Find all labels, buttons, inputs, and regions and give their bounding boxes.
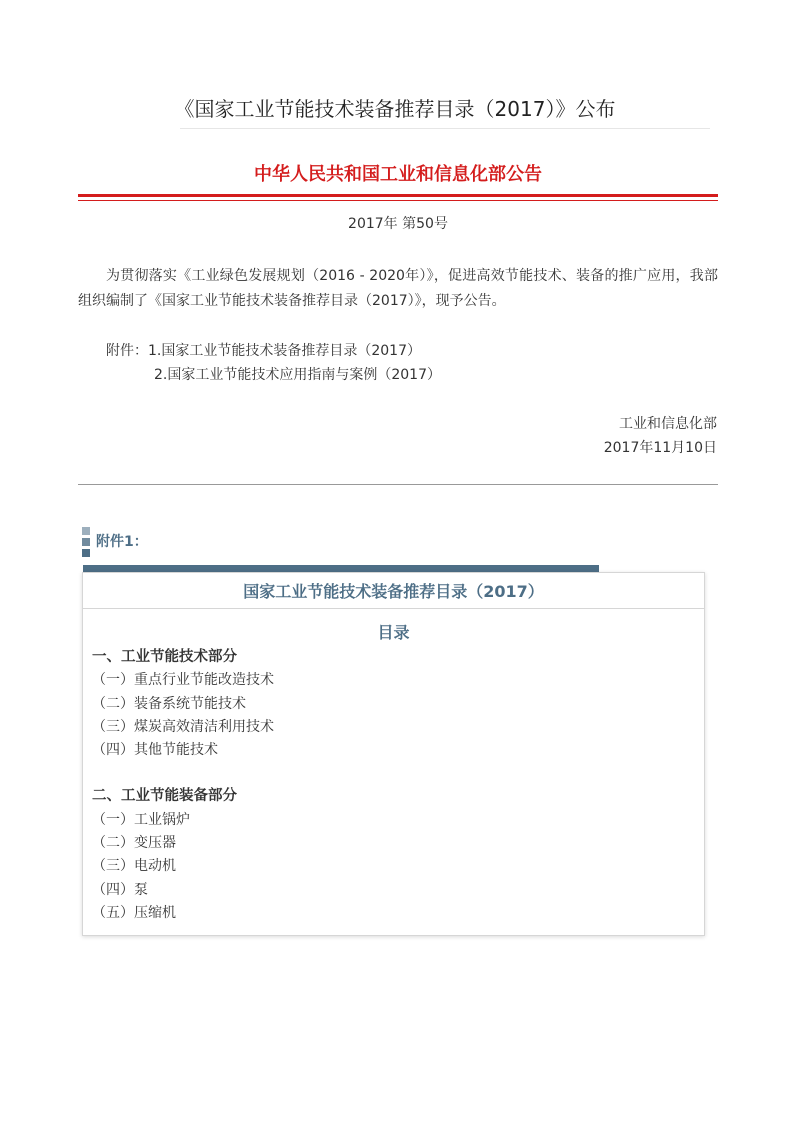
appendix-label: 附件1：: [96, 534, 148, 550]
toc-spacer: [92, 762, 692, 785]
toc-item[interactable]: （二）装备系统节能技术: [92, 695, 246, 712]
announcement-body: 为贯彻落实《工业绿色发展规划（2016 - 2020年）》，促进高效节能技术、装备的推广应用，我部组织编制了《国家工业节能技术装备推荐目录（2017）》，现予公告。: [78, 268, 718, 309]
toc-item[interactable]: （四）泵: [92, 881, 148, 898]
attachment-line-2: 2.国家工业节能技术应用指南与案例（2017）: [154, 367, 441, 383]
toc-section-heading: 二、工业节能装备部分: [92, 788, 237, 805]
signature-org: 工业和信息化部: [619, 416, 717, 432]
document-number: 2017年 第50号: [348, 216, 448, 232]
catalog-box: [82, 572, 705, 936]
toc-title: 目录: [377, 623, 410, 642]
appendix-header-bar: [83, 565, 599, 572]
toc-item[interactable]: （一）工业锅炉: [92, 811, 190, 828]
catalog-divider: [83, 608, 704, 609]
red-divider-thin: [78, 200, 718, 201]
toc-item[interactable]: （一）重点行业节能改造技术: [92, 672, 274, 689]
toc-section-heading: 一、工业节能技术部分: [92, 649, 237, 665]
toc-item[interactable]: （三）煤炭高效清洁利用技术: [92, 718, 274, 735]
section-marker-icon: [82, 527, 90, 557]
signature-date: 2017年11月10日: [603, 440, 717, 456]
toc-item[interactable]: （四）其他节能技术: [92, 742, 218, 759]
page-title: 《国家工业节能技术装备推荐目录（2017）》公布: [174, 97, 616, 121]
red-divider-thick: [78, 194, 718, 197]
attachment-line-1: 附件：1.国家工业节能技术装备推荐目录（2017）: [106, 343, 421, 359]
toc-item[interactable]: （二）变压器: [92, 835, 176, 852]
section-divider: [78, 484, 718, 485]
announcement-heading: 中华人民共和国工业和信息化部公告: [254, 164, 542, 185]
toc-item[interactable]: （三）电动机: [92, 858, 176, 875]
toc-item[interactable]: （五）压缩机: [92, 904, 176, 921]
title-divider: [180, 128, 710, 129]
catalog-title: 国家工业节能技术装备推荐目录（2017）: [243, 582, 544, 601]
toc-list: [92, 646, 692, 925]
